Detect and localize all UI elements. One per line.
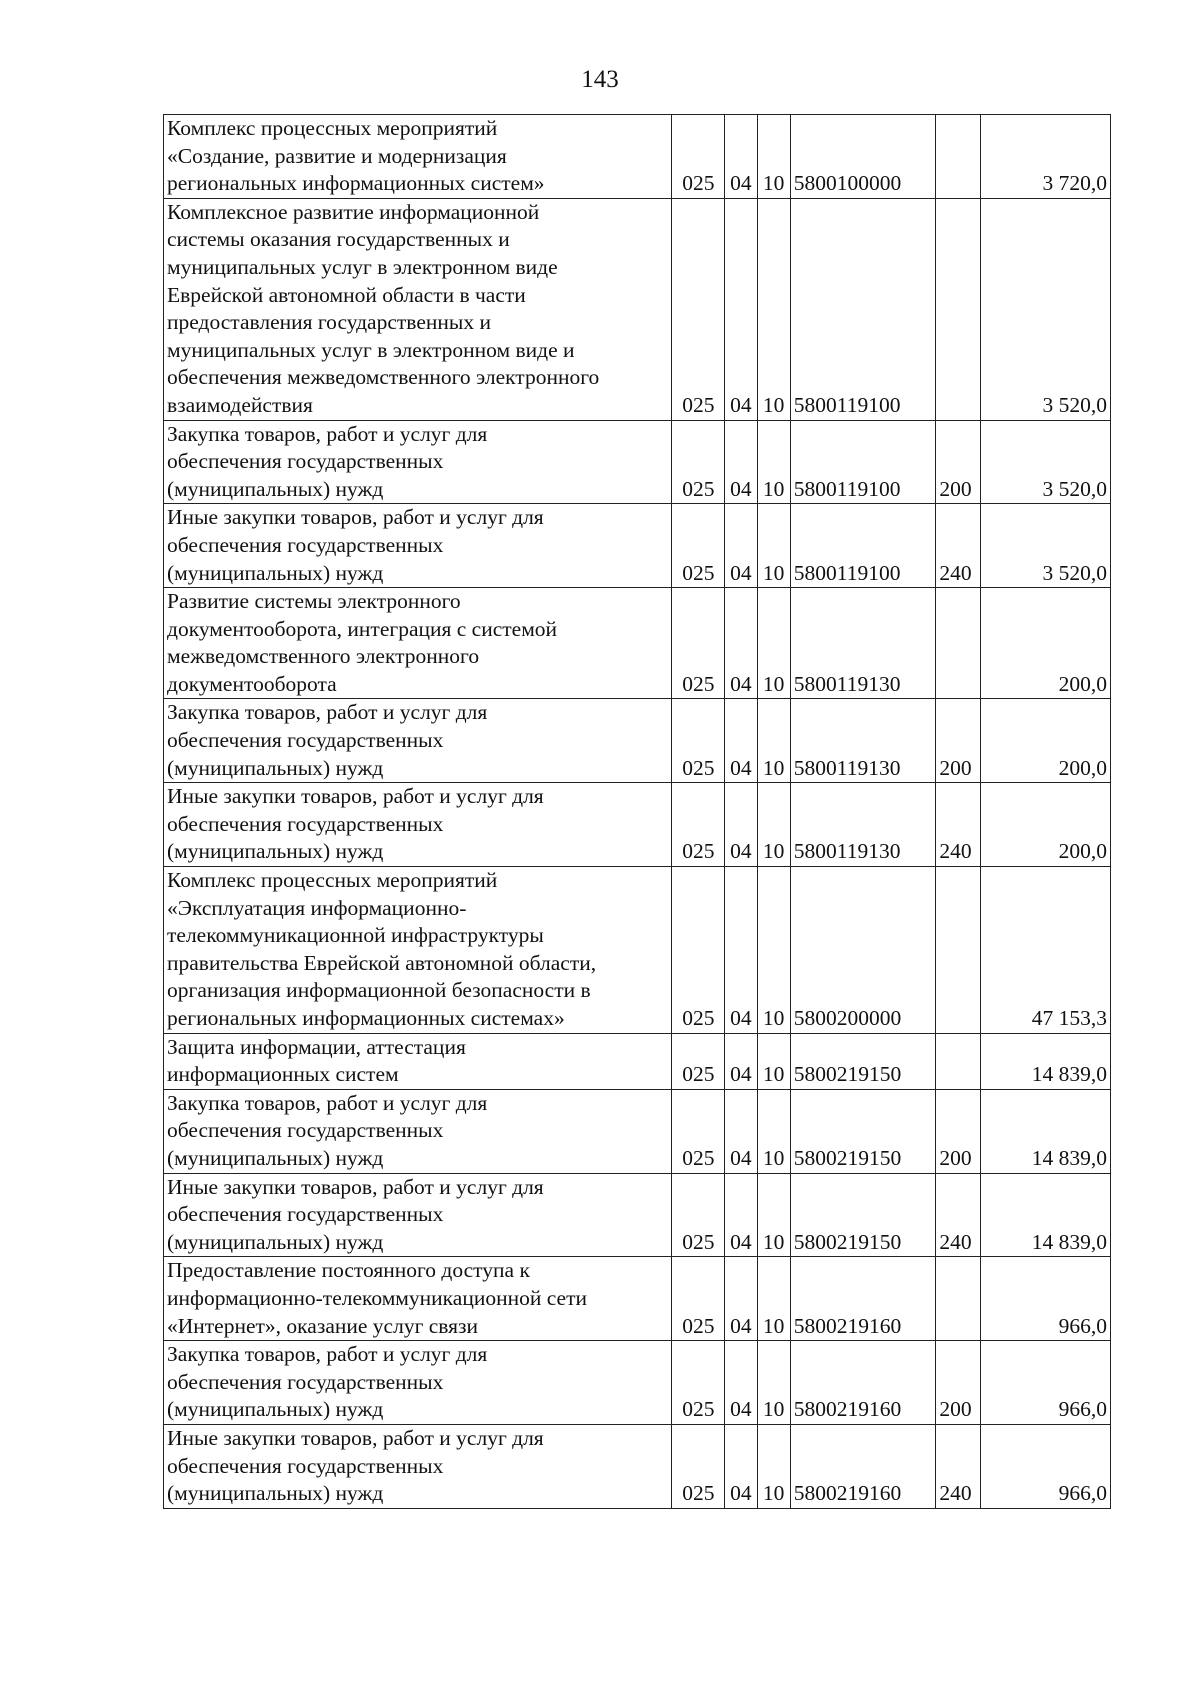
row-name bbox=[164, 588, 672, 699]
row-target-article-code: 5800219150 bbox=[790, 1033, 936, 1089]
row-name-line: (муниципальных) нужд bbox=[167, 1397, 384, 1422]
row-name bbox=[164, 420, 672, 504]
row-name bbox=[164, 115, 672, 199]
row-target-article-code: 5800119100 bbox=[790, 198, 936, 420]
table-row bbox=[164, 699, 1111, 783]
row-target-article-code: 5800119100 bbox=[790, 504, 936, 588]
row-name-line: Закупка товаров, работ и услуг для bbox=[167, 421, 488, 446]
row-name bbox=[164, 504, 672, 588]
table-row bbox=[164, 1173, 1111, 1257]
row-name-line: межведомственного электронного bbox=[167, 644, 480, 669]
row-subsection-code: 10 bbox=[757, 1089, 790, 1173]
row-name-line: (муниципальных) нужд bbox=[167, 839, 384, 864]
row-amount: 966,0 bbox=[981, 1424, 1111, 1508]
row-grbs-code: 025 bbox=[672, 1089, 725, 1173]
row-name-line: информационных систем bbox=[167, 1062, 399, 1087]
row-target-article-code: 5800119130 bbox=[790, 783, 936, 867]
row-name-line: Еврейской автономной области в части bbox=[167, 282, 526, 307]
row-section-code: 04 bbox=[725, 504, 757, 588]
row-expense-type-code: 200 bbox=[936, 420, 981, 504]
row-amount: 14 839,0 bbox=[981, 1033, 1111, 1089]
row-name-line: Комплекс процессных мероприятий bbox=[167, 868, 498, 893]
budget-table bbox=[163, 114, 1111, 1509]
row-name-line: телекоммуникационной инфраструктуры bbox=[167, 923, 544, 948]
row-name-line: Закупка товаров, работ и услуг для bbox=[167, 700, 488, 725]
row-subsection-code: 10 bbox=[757, 1173, 790, 1257]
row-name-line: «Интернет», оказание услуг связи bbox=[167, 1313, 479, 1338]
table-row bbox=[164, 1033, 1111, 1089]
row-expense-type-code bbox=[936, 1033, 981, 1089]
row-expense-type-code bbox=[936, 198, 981, 420]
row-section-code: 04 bbox=[725, 198, 757, 420]
row-grbs-code: 025 bbox=[672, 588, 725, 699]
row-target-article-code: 5800219160 bbox=[790, 1424, 936, 1508]
row-subsection-code: 10 bbox=[757, 1257, 790, 1341]
row-name-line: документооборота, интеграция с системой bbox=[167, 616, 558, 641]
row-name-line: Закупка товаров, работ и услуг для bbox=[167, 1342, 488, 1367]
row-section-code: 04 bbox=[725, 1341, 757, 1425]
row-name-line: муниципальных услуг в электронном виде и bbox=[167, 337, 575, 362]
row-expense-type-code bbox=[936, 867, 981, 1034]
row-grbs-code: 025 bbox=[672, 115, 725, 199]
row-name-line: Комплексное развитие информационной bbox=[167, 199, 540, 224]
row-target-article-code: 5800119130 bbox=[790, 699, 936, 783]
row-name-line: Комплекс процессных мероприятий bbox=[167, 116, 498, 140]
row-amount: 47 153,3 bbox=[981, 867, 1111, 1034]
row-name-line: обеспечения государственных bbox=[167, 532, 444, 557]
table-row bbox=[164, 867, 1111, 1034]
row-grbs-code: 025 bbox=[672, 1173, 725, 1257]
row-section-code: 04 bbox=[725, 867, 757, 1034]
table-row bbox=[164, 783, 1111, 867]
row-name-line: (муниципальных) нужд bbox=[167, 560, 384, 585]
row-subsection-code: 10 bbox=[757, 588, 790, 699]
table-row bbox=[164, 1257, 1111, 1341]
table-row bbox=[164, 420, 1111, 504]
row-subsection-code: 10 bbox=[757, 783, 790, 867]
row-name-line: региональных информационных системах» bbox=[167, 1006, 565, 1030]
row-grbs-code: 025 bbox=[672, 1257, 725, 1341]
row-expense-type-code bbox=[936, 1257, 981, 1341]
row-subsection-code: 10 bbox=[757, 1341, 790, 1425]
table-row bbox=[164, 115, 1111, 199]
row-name-line: Защита информации, аттестация bbox=[167, 1034, 466, 1059]
row-expense-type-code bbox=[936, 588, 981, 699]
row-name bbox=[164, 783, 672, 867]
row-name-line: Иные закупки товаров, работ и услуг для bbox=[167, 1425, 544, 1450]
row-name-line: муниципальных услуг в электронном виде bbox=[167, 254, 558, 279]
row-section-code: 04 bbox=[725, 115, 757, 199]
row-subsection-code: 10 bbox=[757, 198, 790, 420]
row-subsection-code: 10 bbox=[757, 1033, 790, 1089]
row-name-line: организация информационной безопасности в bbox=[167, 978, 591, 1003]
row-name-line: обеспечения государственных bbox=[167, 1453, 444, 1478]
row-name-line: Закупка товаров, работ и услуг для bbox=[167, 1090, 488, 1115]
row-name bbox=[164, 867, 672, 1034]
table-row bbox=[164, 504, 1111, 588]
row-grbs-code: 025 bbox=[672, 504, 725, 588]
row-amount: 3 720,0 bbox=[981, 115, 1111, 199]
row-expense-type-code: 200 bbox=[936, 1089, 981, 1173]
row-name-line: (муниципальных) нужд bbox=[167, 1229, 384, 1254]
row-grbs-code: 025 bbox=[672, 420, 725, 504]
row-section-code: 04 bbox=[725, 1424, 757, 1508]
row-name bbox=[164, 198, 672, 420]
row-amount: 3 520,0 bbox=[981, 504, 1111, 588]
table-row bbox=[164, 1089, 1111, 1173]
row-section-code: 04 bbox=[725, 1033, 757, 1089]
row-name-line: (муниципальных) нужд bbox=[167, 755, 384, 780]
row-name-line: «Создание, развитие и модернизация bbox=[167, 143, 507, 168]
row-amount: 200,0 bbox=[981, 783, 1111, 867]
row-name-line: информационно-телекоммуникационной сети bbox=[167, 1285, 587, 1310]
row-amount: 3 520,0 bbox=[981, 420, 1111, 504]
row-grbs-code: 025 bbox=[672, 1033, 725, 1089]
row-name-line: предоставления государственных и bbox=[167, 310, 491, 335]
row-name bbox=[164, 1424, 672, 1508]
row-target-article-code: 5800219150 bbox=[790, 1089, 936, 1173]
row-subsection-code: 10 bbox=[757, 699, 790, 783]
row-name-line: Развитие системы электронного bbox=[167, 589, 461, 614]
row-amount: 966,0 bbox=[981, 1341, 1111, 1425]
row-name bbox=[164, 1257, 672, 1341]
row-grbs-code: 025 bbox=[672, 867, 725, 1034]
row-name-line: обеспечения государственных bbox=[167, 1369, 444, 1394]
row-name-line: взаимодействия bbox=[167, 392, 313, 417]
row-grbs-code: 025 bbox=[672, 1424, 725, 1508]
table-row bbox=[164, 1341, 1111, 1425]
row-section-code: 04 bbox=[725, 1089, 757, 1173]
row-target-article-code: 5800219150 bbox=[790, 1173, 936, 1257]
row-subsection-code: 10 bbox=[757, 1424, 790, 1508]
row-name-line: обеспечения государственных bbox=[167, 1118, 444, 1143]
row-subsection-code: 10 bbox=[757, 867, 790, 1034]
row-name-line: (муниципальных) нужд bbox=[167, 1145, 384, 1170]
row-amount: 200,0 bbox=[981, 699, 1111, 783]
row-amount: 3 520,0 bbox=[981, 198, 1111, 420]
budget-table-body bbox=[164, 115, 1111, 1509]
row-section-code: 04 bbox=[725, 420, 757, 504]
row-name bbox=[164, 699, 672, 783]
row-name-line: «Эксплуатация информационно- bbox=[167, 895, 467, 920]
row-grbs-code: 025 bbox=[672, 699, 725, 783]
row-expense-type-code bbox=[936, 115, 981, 199]
table-row bbox=[164, 588, 1111, 699]
row-target-article-code: 5800100000 bbox=[790, 115, 936, 199]
row-name-line: системы оказания государственных и bbox=[167, 227, 510, 252]
row-name bbox=[164, 1341, 672, 1425]
row-name-line: обеспечения государственных bbox=[167, 728, 444, 753]
row-expense-type-code: 200 bbox=[936, 699, 981, 783]
row-name-line: (муниципальных) нужд bbox=[167, 1481, 384, 1506]
row-amount: 200,0 bbox=[981, 588, 1111, 699]
row-grbs-code: 025 bbox=[672, 198, 725, 420]
row-name-line: обеспечения государственных bbox=[167, 811, 444, 836]
row-target-article-code: 5800219160 bbox=[790, 1341, 936, 1425]
row-name-line: обеспечения государственных bbox=[167, 449, 444, 474]
row-grbs-code: 025 bbox=[672, 1341, 725, 1425]
row-amount: 14 839,0 bbox=[981, 1089, 1111, 1173]
row-name-line: обеспечения государственных bbox=[167, 1202, 444, 1227]
row-expense-type-code: 200 bbox=[936, 1341, 981, 1425]
row-expense-type-code: 240 bbox=[936, 504, 981, 588]
row-name-line: правительства Еврейской автономной области, bbox=[167, 950, 597, 975]
row-name-line: документооборота bbox=[167, 671, 337, 696]
row-target-article-code: 5800119130 bbox=[790, 588, 936, 699]
page-number: 143 bbox=[581, 66, 619, 93]
row-name-line: Предоставление постоянного доступа к bbox=[167, 1258, 530, 1283]
row-name bbox=[164, 1173, 672, 1257]
row-name bbox=[164, 1089, 672, 1173]
row-target-article-code: 5800200000 bbox=[790, 867, 936, 1034]
row-name-line: Иные закупки товаров, работ и услуг для bbox=[167, 1174, 544, 1199]
row-name-line: обеспечения межведомственного электронного bbox=[167, 365, 600, 390]
row-target-article-code: 5800119100 bbox=[790, 420, 936, 504]
row-name bbox=[164, 1033, 672, 1089]
row-name-line: региональных информационных систем» bbox=[167, 171, 545, 196]
row-subsection-code: 10 bbox=[757, 115, 790, 199]
row-name-line: (муниципальных) нужд bbox=[167, 476, 384, 501]
row-expense-type-code: 240 bbox=[936, 1173, 981, 1257]
table-row bbox=[164, 1424, 1111, 1508]
row-name-line: Иные закупки товаров, работ и услуг для bbox=[167, 784, 544, 809]
row-subsection-code: 10 bbox=[757, 504, 790, 588]
row-grbs-code: 025 bbox=[672, 783, 725, 867]
row-subsection-code: 10 bbox=[757, 420, 790, 504]
row-target-article-code: 5800219160 bbox=[790, 1257, 936, 1341]
row-expense-type-code: 240 bbox=[936, 1424, 981, 1508]
row-section-code: 04 bbox=[725, 588, 757, 699]
row-amount: 14 839,0 bbox=[981, 1173, 1111, 1257]
row-section-code: 04 bbox=[725, 783, 757, 867]
row-section-code: 04 bbox=[725, 699, 757, 783]
row-section-code: 04 bbox=[725, 1257, 757, 1341]
row-section-code: 04 bbox=[725, 1173, 757, 1257]
row-amount: 966,0 bbox=[981, 1257, 1111, 1341]
row-name-line: Иные закупки товаров, работ и услуг для bbox=[167, 505, 544, 530]
row-expense-type-code: 240 bbox=[936, 783, 981, 867]
table-row bbox=[164, 198, 1111, 420]
